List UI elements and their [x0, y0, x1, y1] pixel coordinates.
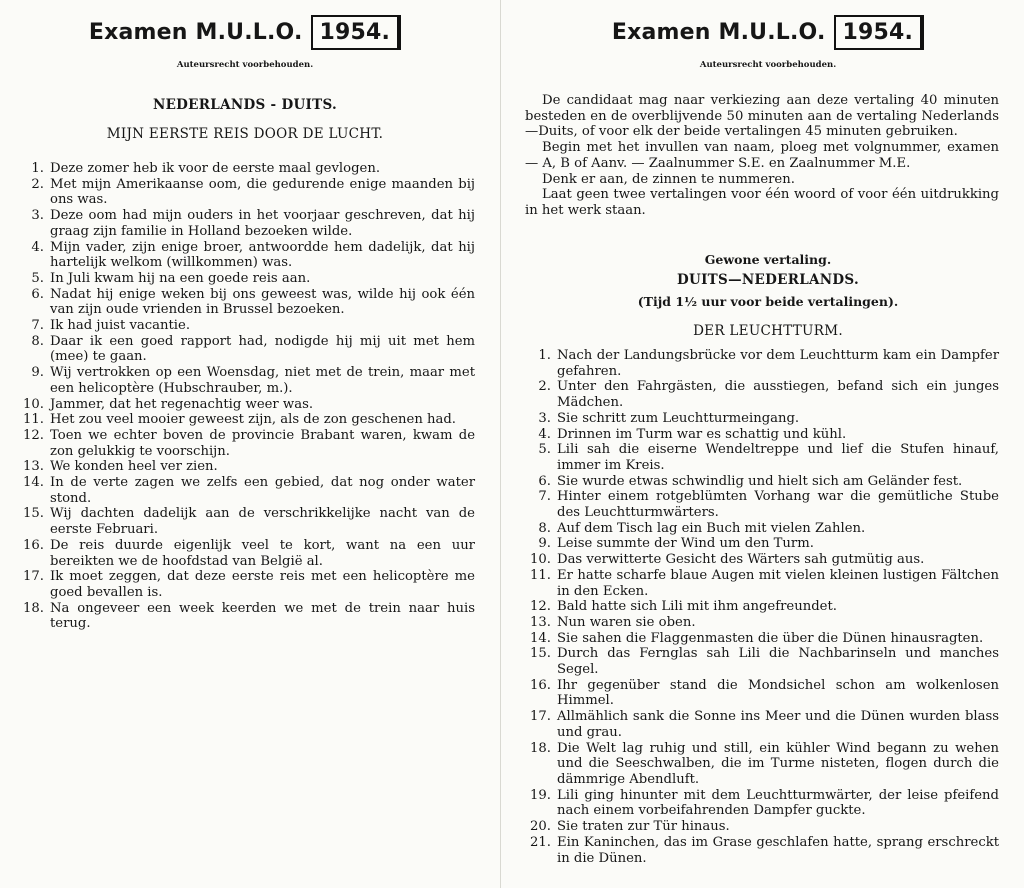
sentence-number: 15.: [23, 506, 44, 522]
sentence-item: [529, 788, 999, 819]
sentence-text: Ik moet zeggen, dat deze eerste reis met een helicoptère me goed bevallen is.: [50, 569, 475, 600]
sentence-number: 2.: [538, 379, 551, 395]
sentence-item: [529, 474, 999, 490]
sentence-text: Sie schritt zum Leuchtturmeingang.: [557, 410, 800, 426]
sentence-item: [22, 208, 475, 239]
sentence-item: [529, 536, 999, 552]
sentence-text: Daar ik een goed rapport had, nodigde hij mij uit met hem (mee) te gaan.: [50, 333, 475, 365]
text-title: DER LEUCHTTURM.: [693, 323, 843, 339]
sentence-number: 20.: [530, 819, 551, 835]
subtitle: Gewone vertaling.: [704, 252, 832, 267]
sentence-text: Deze zomer heb ik voor de eerste maal gevlogen.: [50, 161, 381, 176]
sentence-text: Leise summte der Wind um den Turm.: [557, 536, 814, 552]
sentence-item: [22, 271, 475, 287]
sentence-number: 8.: [538, 520, 551, 536]
sentence-text: Nadat hij enige weken bij ons geweest was, wilde hij ook één van zijn oude vrienden in Brussel bezoeken.: [50, 286, 475, 318]
sentence-item: [22, 161, 475, 177]
sentence-list: [529, 348, 999, 866]
sentence-text: Met mijn Amerikaanse oom, die gedurende enige maanden bij ons was.: [50, 176, 475, 208]
sentence-item: [22, 397, 475, 413]
sentence-text: Mijn vader, zijn enige broer, antwoordde hem dadelijk, dat hij hartelijk welkom (willkommen) was.: [50, 239, 475, 271]
sentence-item: [22, 601, 475, 632]
sentence-text: Das verwitterte Gesicht des Wärters sah gutmütig aus.: [557, 552, 925, 568]
time-note: (Tijd 1½ uur voor beide vertalingen).: [637, 294, 899, 309]
sentence-text: Durch das Fernglas sah Lili die Nachbarinseln und manches Segel.: [557, 646, 999, 678]
sentence-text: Nun waren sie oben.: [557, 614, 696, 630]
sentence-text: Wij dachten dadelijk aan de verschrikkelijke nacht van de eerste Februari.: [50, 506, 475, 538]
sentence-number: 1.: [538, 348, 551, 363]
sentence-item: [529, 427, 999, 443]
sentence-item: [22, 506, 475, 537]
sentence-number: 17.: [530, 709, 551, 725]
sentence-number: 18.: [530, 740, 551, 756]
sentence-number: 16.: [530, 677, 551, 693]
sentence-item: [22, 177, 475, 208]
sentence-text: Ihr gegenüber stand die Mondsichel schon am wolkenlosen Himmel.: [557, 677, 999, 709]
copyright-notice: Auteursrecht voorbehouden.: [176, 60, 314, 70]
sentence-item: [529, 348, 999, 379]
sentence-number: 11.: [530, 567, 551, 583]
sentence-item: [529, 552, 999, 568]
sentence-item: [529, 442, 999, 473]
sentence-text: Na ongeveer een week keerden we met de trein naar huis terug.: [50, 600, 475, 632]
sentence-text: Jammer, dat het regenachtig weer was.: [50, 396, 314, 412]
sentence-text: Toen we echter boven de provincie Brabant waren, kwam de zon gelukkig te voorschijn.: [50, 427, 475, 459]
sentence-item: [529, 835, 999, 866]
sentence-number: 9.: [538, 536, 551, 552]
sentence-number: 18.: [23, 600, 44, 616]
sentence-number: 21.: [530, 834, 551, 850]
sentence-number: 6.: [538, 473, 551, 489]
sentence-number: 3.: [31, 208, 44, 224]
sentence-text: De reis duurde eigenlijk veel te kort, want na een uur bereikten we de hoofdstad van België al.: [50, 537, 475, 569]
sentence-number: 8.: [31, 333, 44, 349]
text-title: MIJN EERSTE REIS DOOR DE LUCHT.: [106, 126, 384, 142]
sentence-list: [22, 161, 475, 632]
sentence-number: 17.: [23, 569, 44, 585]
sentence-text: Sie wurde etwas schwindlig und hielt sich am Geländer fest.: [557, 473, 963, 489]
sentence-text: Auf dem Tisch lag ein Buch mit vielen Zahlen.: [557, 520, 866, 536]
sentence-text: Unter den Fahrgästen, die ausstiegen, befand sich ein junges Mädchen.: [557, 379, 999, 411]
sentence-item: [22, 365, 475, 396]
sentence-number: 4.: [31, 239, 44, 255]
sentence-text: Hinter einem rotgeblümten Vorhang war die gemütliche Stube des Leuchtturmwärters.: [557, 489, 999, 521]
exam-header: [0, 15, 490, 50]
sentence-text: In Juli kwam hij na een goede reis aan.: [50, 270, 311, 286]
sentence-item: [22, 475, 475, 506]
sentence-item: [529, 568, 999, 599]
sentence-text: Lili ging hinunter mit dem Leuchtturmwärter, der leise pfeifend nach einem vorbeifahrenden Dampfer guckte.: [557, 787, 999, 819]
sentence-number: 13.: [530, 614, 551, 630]
sentence-number: 12.: [530, 599, 551, 615]
sentence-number: 5.: [538, 442, 551, 458]
sentence-text: Sie sahen die Flaggenmasten die über die Dünen hinausragten.: [557, 630, 984, 646]
sentence-item: [22, 240, 475, 271]
sentence-number: 4.: [538, 426, 551, 442]
page-divider: [500, 0, 501, 888]
instruction-paragraph: Laat geen twee vertalingen voor één woord of voor één uitdrukking in het werk staan.: [525, 187, 999, 218]
sentence-text: Allmählich sank die Sonne ins Meer und die Dünen wurden blass und grau.: [557, 709, 999, 740]
instructions: [525, 93, 999, 219]
sentence-item: [529, 709, 999, 740]
sentence-number: 3.: [538, 410, 551, 426]
sentence-text: Ein Kaninchen, das im Grase geschlafen hatte, sprang erschreckt in die Dünen.: [557, 834, 999, 866]
sentence-item: [22, 459, 475, 475]
sentence-number: 7.: [538, 489, 551, 505]
exam-title: Examen M.U.L.O.: [88, 20, 303, 45]
sentence-number: 14.: [530, 630, 551, 646]
sentence-item: [529, 489, 999, 520]
sentence-text: Nach der Landungsbrücke vor dem Leuchtturm kam ein Dampfer gefahren.: [557, 348, 999, 379]
sentence-text: We konden heel ver zien.: [50, 459, 218, 475]
sentence-item: [22, 318, 475, 334]
sentence-item: [529, 741, 999, 788]
sentence-item: [529, 678, 999, 709]
instruction-paragraph: Denk er aan, de zinnen te nummeren.: [542, 171, 795, 187]
left-page: [0, 0, 490, 888]
section-title: NEDERLANDS - DUITS.: [152, 97, 338, 113]
sentence-item: [529, 379, 999, 410]
sentence-number: 5.: [31, 270, 44, 286]
sentence-number: 1.: [31, 161, 44, 176]
sentence-text: Sie traten zur Tür hinaus.: [557, 819, 730, 835]
instruction-paragraph: Begin met het invullen van naam, ploeg met volgnummer, examen — A, B of Aanv. — Zaalnummer S.E. en Zaalnummer M.E.: [525, 140, 999, 171]
section-title: DUITS—NEDERLANDS.: [676, 272, 860, 288]
sentence-text: Lili sah die eiserne Wendeltreppe und lief die Stufen hinauf, immer im Kreis.: [557, 442, 999, 473]
sentence-number: 13.: [23, 459, 44, 475]
exam-title: Examen M.U.L.O.: [611, 20, 826, 45]
sentence-text: Deze oom had mijn ouders in het voorjaar geschreven, dat hij graag zijn familie in Holland bezoeken wilde.: [50, 208, 475, 239]
sentence-text: Bald hatte sich Lili mit ihm angefreundet.: [557, 599, 837, 615]
sentence-number: 15.: [530, 646, 551, 662]
sentence-text: Wij vertrokken op een Woensdag, niet met de trein, maar met een helicoptère (Hubschrauber, m.).: [50, 365, 475, 396]
sentence-text: Het zou veel mooier geweest zijn, als de zon geschenen had.: [50, 412, 456, 428]
sentence-text: Drinnen im Turm war es schattig und kühl.: [557, 426, 847, 442]
sentence-number: 9.: [31, 365, 44, 381]
sentence-text: In de verte zagen we zelfs een gebied, dat nog onder water stond.: [50, 475, 475, 506]
sentence-item: [529, 631, 999, 647]
sentence-text: Die Welt lag ruhig und still, ein kühler Wind begann zu wehen und die Seeschwalben, die im Turme nisteten, flogen durch die dämmrige Abendluft.: [557, 740, 999, 787]
copyright-notice: Auteursrecht voorbehouden.: [699, 60, 837, 70]
sentence-item: [529, 411, 999, 427]
sentence-number: 10.: [530, 552, 551, 568]
sentence-item: [22, 538, 475, 569]
exam-header: [512, 15, 1024, 50]
sentence-item: [529, 646, 999, 677]
right-page: [512, 0, 1024, 888]
sentence-item: [22, 412, 475, 428]
sentence-number: 14.: [23, 475, 44, 491]
instruction-paragraph: De candidaat mag naar verkiezing aan deze vertaling 40 minuten besteden en de overblijvende 50 minuten aan de vertaling Nederlands—Duits, of voor elk der beide vertalingen 45 minuten gebruiken.: [525, 93, 999, 140]
sentence-item: [529, 615, 999, 631]
sentence-number: 11.: [23, 412, 44, 428]
sentence-number: 10.: [23, 396, 44, 412]
sentence-item: [22, 428, 475, 459]
sentence-item: [529, 819, 999, 835]
exam-year-box: 1954.: [834, 15, 925, 50]
sentence-item: [22, 569, 475, 600]
sentence-text: Ik had juist vacantie.: [50, 318, 191, 334]
sentence-number: 7.: [31, 318, 44, 334]
sentence-item: [22, 334, 475, 365]
sentence-item: [529, 599, 999, 615]
sentence-number: 12.: [23, 427, 44, 443]
sentence-item: [529, 521, 999, 537]
exam-year-box: 1954.: [311, 15, 402, 50]
sentence-number: 19.: [530, 787, 551, 803]
sentence-number: 2.: [31, 176, 44, 192]
sentence-text: Er hatte scharfe blaue Augen mit vielen kleinen lustigen Fältchen in den Ecken.: [557, 567, 999, 599]
sentence-item: [22, 287, 475, 318]
sentence-number: 6.: [31, 286, 44, 302]
sentence-number: 16.: [23, 537, 44, 553]
